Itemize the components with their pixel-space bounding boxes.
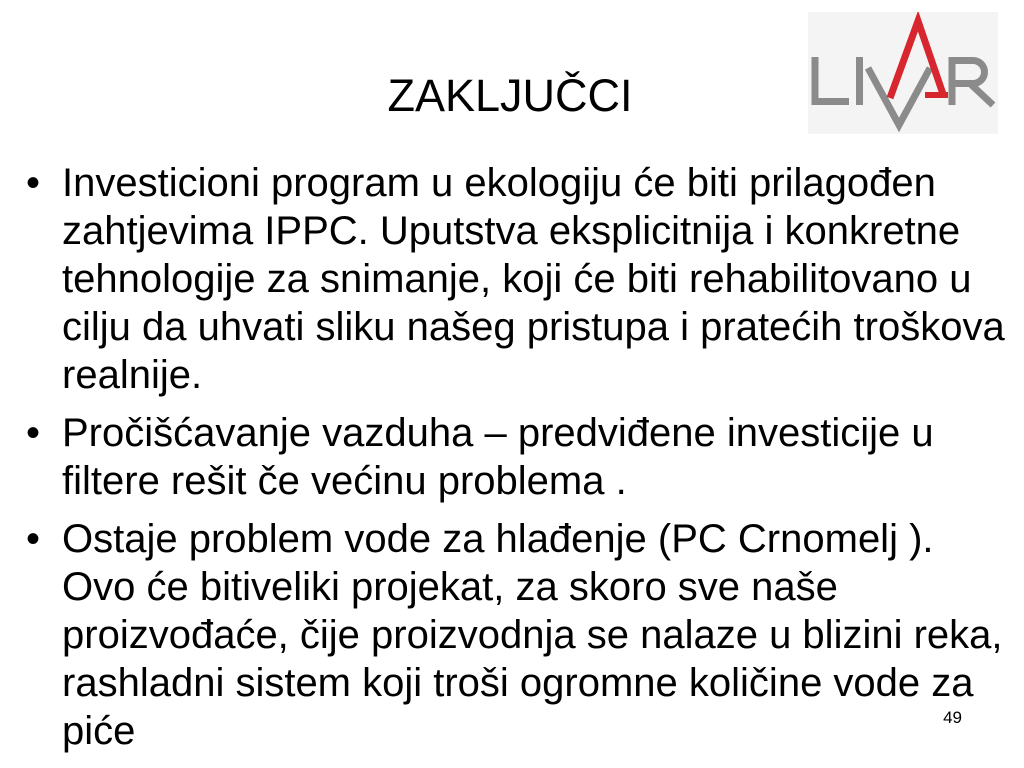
page-number: 49 [943,708,962,727]
bullet-icon: • [26,411,41,455]
bullet-list [26,159,1010,755]
livar-logo [808,12,998,134]
list-item [26,159,1010,399]
bullet-icon: • [26,517,41,561]
list-item [26,515,1010,755]
bullet-icon: • [26,161,41,205]
list-item [26,409,1010,505]
bullet-text: Pročišćavanje vazduha – predviđene investicije u filtere rešit če većinu problema . [62,411,934,503]
slide-title: ZAKLJUČCI [387,70,633,121]
bullet-text: Ostaje problem vode za hlađenje (PC Crnomelj ). Ovo će bitiveliki projekat, za skoro sve naše proizvođaće, čije proizvodnja se nalaze u blizini reka, rashladni sistem koji troši ogromne količine vode za piće [62,517,1003,753]
bullet-text: Investicioni program u ekologiju će biti prilagođen zahtjevima IPPC. Uputstva eksplicitnija i konkretne tehnologije za snimanje, koji će biti rehabilitovano u cilju da uhvati sliku našeg pristupa i pratećih troškova realnije. [62,161,1005,397]
